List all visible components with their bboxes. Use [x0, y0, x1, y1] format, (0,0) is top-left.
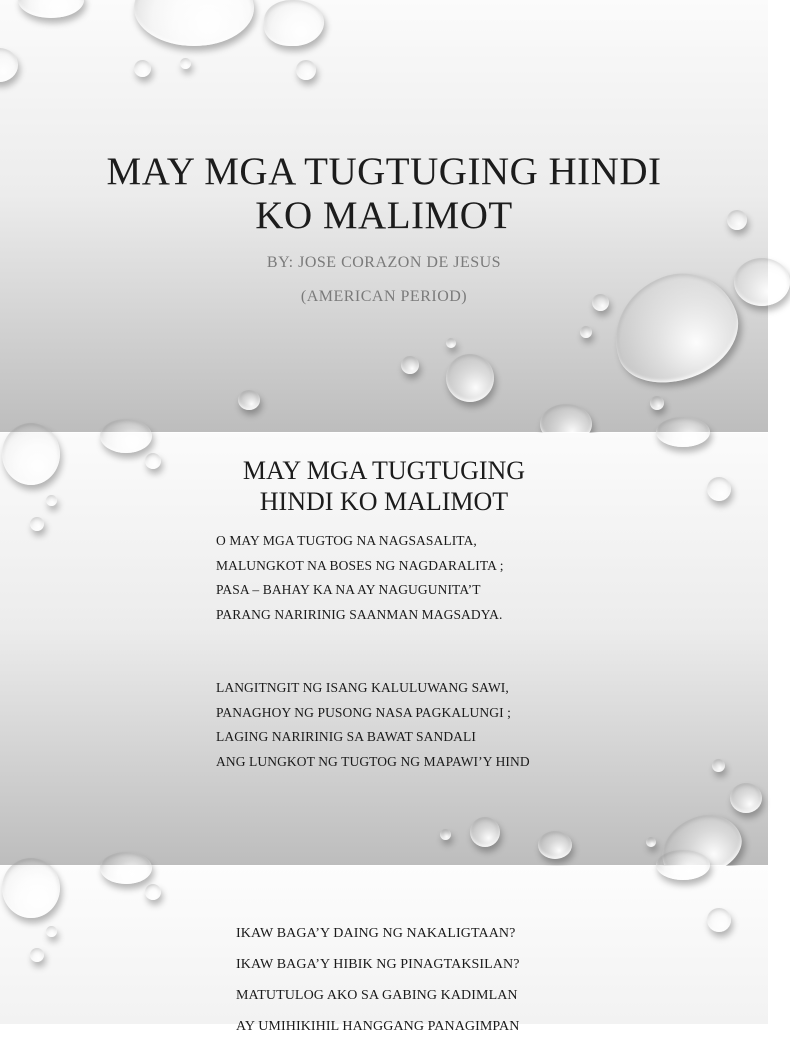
water-drop — [2, 858, 60, 918]
water-drop — [18, 0, 84, 18]
water-drop — [712, 759, 725, 772]
water-drop — [2, 423, 60, 485]
water-drop — [100, 852, 152, 884]
water-drop — [656, 850, 710, 880]
slide-heading: MAY MGA TUGTUGING HINDI KO MALIMOT — [242, 456, 526, 516]
water-drop — [30, 517, 44, 531]
water-drop — [730, 783, 762, 813]
water-drop — [145, 884, 161, 900]
water-drop — [598, 258, 752, 399]
slide-poem-2 — [0, 866, 768, 1034]
water-drop — [46, 495, 57, 506]
period-subtitle: (AMERICAN PERIOD) — [300, 288, 468, 305]
poem-line: PANAGHOY NG PUSONG NASA PAGKALUNGI ; — [216, 704, 512, 720]
poem-line: LAGING NARIRINIG SA BAWAT SANDALI — [216, 729, 476, 744]
water-drop — [0, 48, 18, 82]
poem-line: MATUTULOG AKO SA GABING KADIMLAN — [236, 988, 518, 1003]
poem-line: O MAY MGA TUGTOG NA NAGSASALITA, — [216, 533, 477, 548]
slide-title-heading: MAY MGA TUGTUGING HINDI KO MALIMOT — [106, 150, 662, 237]
poem-line: LANGITNGIT NG ISANG KALULUWANG SAWI, — [216, 680, 509, 695]
water-drop — [264, 0, 324, 46]
water-drop — [440, 829, 451, 840]
water-drop — [734, 258, 790, 306]
slide-poem-1 — [0, 433, 768, 865]
water-drop — [538, 831, 572, 859]
slide-title — [0, 0, 768, 432]
water-drop — [580, 326, 592, 338]
water-drop — [46, 926, 57, 937]
water-drop — [656, 417, 710, 447]
poem-line: AY UMIHIKIHIL HANGGANG PANAGIMPAN — [236, 1019, 520, 1034]
poem-stanza — [216, 676, 636, 774]
water-drop — [707, 477, 731, 501]
water-drop — [650, 396, 664, 410]
water-drop — [646, 837, 656, 847]
water-drop — [145, 453, 161, 469]
author-subtitle: BY: JOSE CORAZON DE JESUS — [266, 254, 502, 271]
water-drop — [296, 60, 316, 80]
water-drop — [134, 60, 151, 77]
poem-line: MALUNGKOT NA BOSES NG NAGDARALITA ; — [216, 557, 504, 573]
water-drop — [727, 210, 747, 230]
water-drop — [100, 419, 152, 453]
water-drop — [592, 294, 609, 311]
water-drop — [446, 338, 456, 348]
poem-line: IKAW BAGA’Y DAING NG NAKALIGTAAN? — [236, 926, 516, 941]
water-drop — [134, 0, 254, 46]
poem-line: IKAW BAGA’Y HIBIK NG PINAGTAKSILAN? — [236, 957, 520, 972]
water-drop — [238, 390, 260, 410]
water-drop — [470, 817, 500, 847]
water-drop — [446, 354, 494, 402]
poem-line: PARANG NARIRINIG SAANMAN MAGSADYA. — [216, 606, 503, 622]
poem-line: PASA – BAHAY KA NA AY NAGUGUNITA’T — [216, 582, 481, 597]
water-drop — [30, 948, 44, 962]
water-drop — [707, 908, 731, 932]
water-drop — [401, 356, 419, 374]
poem-stanza — [216, 529, 636, 627]
poem-line: ANG LUNGKOT NG TUGTOG NG MAPAWI’Y HIND — [216, 753, 530, 769]
water-drop — [180, 58, 191, 69]
poem-stanza — [236, 918, 656, 1042]
